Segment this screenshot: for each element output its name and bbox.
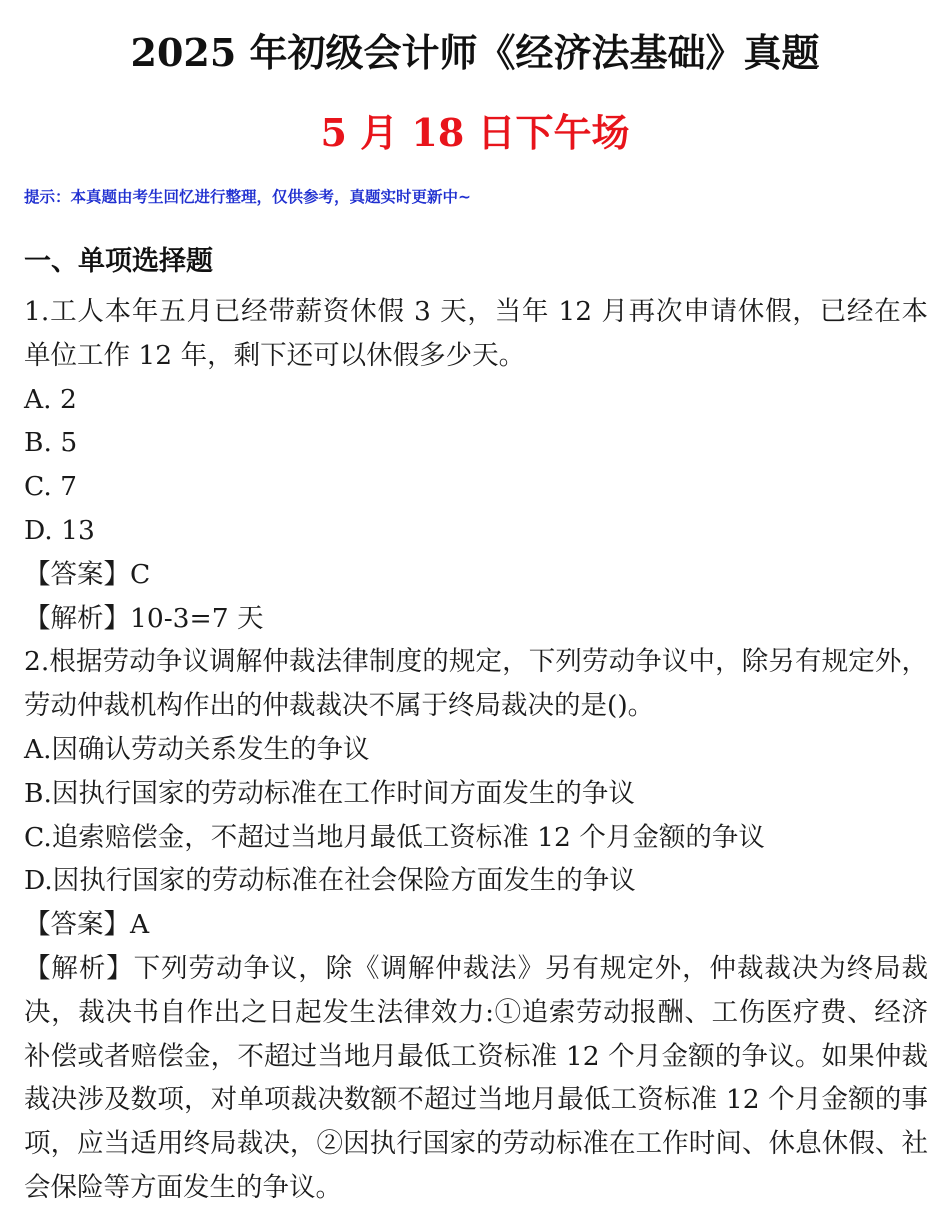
answer-line: 【答案】C	[24, 558, 151, 590]
option-d: D.因执行国家的劳动标准在社会保险方面发生的争议	[24, 865, 636, 897]
question-stem: 2.根据劳动争议调解仲裁法律制度的规定，下列劳动争议中，除另有规定外，劳动仲裁机构作出的仲裁裁决不属于终局裁决的是()。	[24, 646, 928, 722]
analysis-paragraph: 【解析】下列劳动争议，除《调解仲裁法》另有规定外，仲裁裁决为终局裁决，裁决书自作出之日起发生法律效力:①追索劳动报酬、工伤医疗费、经济补偿或者赔偿金，不超过当地月最低工资标准 12 个月金额的争议。如果仲裁裁决涉及数项，对单项裁决数额不超过当地月最低工资标准 12 个月金额的事项，应当适用终局裁决，②因执行国家的劳动标准在工作时间、休息休假、社会保险等方面发生的争议。	[24, 952, 928, 1203]
option-d: D. 13	[24, 514, 95, 546]
question-stem: 1.工人本年五月已经带薪资休假 3 天，当年 12 月再次申请休假，已经在本单位工作 12 年，剩下还可以休假多少天。	[24, 296, 928, 371]
page-title: 2025 年初级会计师《经济法基础》真题	[130, 30, 820, 75]
answer-line: 【答案】A	[24, 909, 150, 941]
option-c: C.追索赔偿金，不超过当地月最低工资标准 12 个月金额的争议	[24, 821, 765, 853]
option-a: A.因确认劳动关系发生的争议	[24, 733, 370, 765]
analysis-line: 【解析】10-3=7 天	[24, 602, 264, 634]
question-list	[24, 290, 928, 1210]
option-a: A. 2	[24, 383, 77, 415]
section-heading: 一、单项选择题	[24, 246, 213, 277]
tip-note: 提示：本真题由考生回忆进行整理，仅供参考，真题实时更新中~	[24, 188, 471, 206]
page-subtitle: 5 月 18 日下午场	[320, 110, 630, 155]
option-b: B.因执行国家的劳动标准在工作时间方面发生的争议	[24, 777, 635, 809]
option-c: C. 7	[24, 471, 78, 503]
option-b: B. 5	[24, 427, 78, 459]
